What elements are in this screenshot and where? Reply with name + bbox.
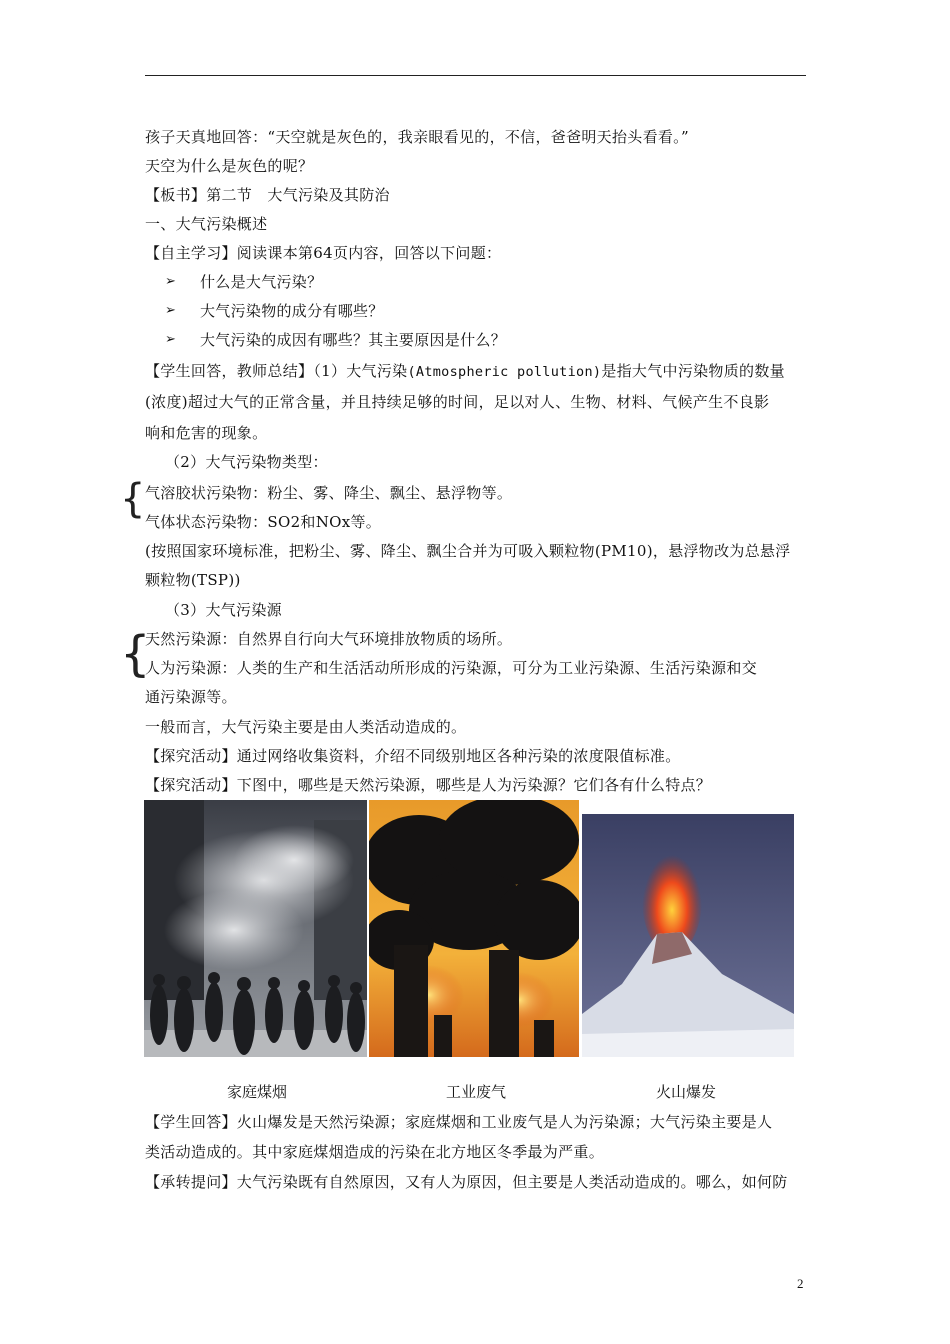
text-line: 人为污染源：人类的生产和生活活动所形成的污染源，可分为工业污染源、生活污染源和交 — [145, 659, 758, 677]
answer-text: （1）大气污染 — [313, 362, 408, 380]
section-heading: 【板书】第二节 大气污染及其防治 — [145, 186, 390, 204]
text-line: 颗粒物(TSP)) — [145, 571, 241, 589]
text-line: 响和危害的现象。 — [145, 424, 268, 442]
text-line: 通污染源等。 — [145, 688, 237, 706]
arrow-bullet-icon: ➢ — [165, 303, 176, 318]
text-line: 气体状态污染物：SO2和NOx等。 — [145, 513, 382, 531]
text-line: 【探究活动】下图中，哪些是天然污染源，哪些是人为污染源？它们各有什么特点？ — [145, 776, 712, 794]
page-number: 2 — [797, 1276, 804, 1291]
text-line: (按照国家环境标准，把粉尘、雾、降尘、飘尘合并为可吸入颗粒物(PM10)，悬浮物改为总悬浮 — [145, 542, 791, 560]
answer-english-term: (Atmospheric pollution) — [407, 364, 602, 380]
text-line: 【学生回答】火山爆发是天然污染源；家庭煤烟和工业废气是人为污染源；大气污染主要是人 — [145, 1113, 773, 1131]
text-line: 【探究活动】通过网络收集资料，介绍不同级别地区各种污染的浓度限值标准。 — [145, 747, 681, 765]
subsection-heading: 一、大气污染概述 — [145, 215, 268, 233]
text-line: 气溶胶状污染物：粉尘、雾、降尘、飘尘、悬浮物等。 — [145, 484, 513, 502]
text-line: 类活动造成的。其中家庭煤烟造成的污染在北方地区冬季最为严重。 — [145, 1143, 605, 1161]
brace-icon: { — [120, 476, 146, 522]
subsection-heading: （2）大气污染物类型： — [165, 453, 328, 471]
photo-household-coal-smoke — [144, 800, 367, 1057]
header-rule — [145, 75, 806, 76]
text-line: 【自主学习】阅读课本第64页内容，回答以下问题： — [145, 244, 502, 262]
caption-industrial-exhaust: 工业废气 — [446, 1083, 507, 1101]
caption-volcano-eruption: 火山爆发 — [656, 1083, 717, 1101]
text-line: 【承转提问】大气污染既有自然原因，又有人为原因，但主要是人类活动造成的。哪么，如何防 — [145, 1173, 788, 1191]
answer-label: 【学生回答，教师总结】 — [145, 362, 314, 380]
question-item: 大气污染物的成分有哪些？ — [200, 302, 384, 320]
answer-text: 是指大气中污染物质的数量 — [601, 362, 785, 380]
text-line: 一般而言，大气污染主要是由人类活动造成的。 — [145, 718, 467, 736]
subsection-heading: （3）大气污染源 — [165, 601, 282, 619]
text-line: 孩子天真地回答：“天空就是灰色的，我亲眼看见的，不信，爸爸明天抬头看看。” — [145, 128, 689, 146]
text-line: 天空为什么是灰色的呢？ — [145, 157, 314, 175]
arrow-bullet-icon: ➢ — [165, 332, 176, 347]
photo-volcano-eruption — [582, 814, 794, 1057]
brace-icon: { — [120, 626, 151, 682]
caption-household-coal-smoke: 家庭煤烟 — [227, 1083, 288, 1101]
text-line: 天然污染源：自然界自行向大气环境排放物质的场所。 — [145, 630, 513, 648]
photo-industrial-exhaust — [369, 800, 579, 1057]
question-item: 大气污染的成因有哪些？其主要原因是什么？ — [200, 331, 507, 349]
question-item: 什么是大气污染？ — [200, 273, 323, 291]
text-line: (浓度)超过大气的正常含量，并且持续足够的时间，足以对人、生物、材料、气候产生不良影 — [145, 393, 770, 411]
arrow-bullet-icon: ➢ — [165, 274, 176, 289]
answer-line — [145, 361, 785, 382]
